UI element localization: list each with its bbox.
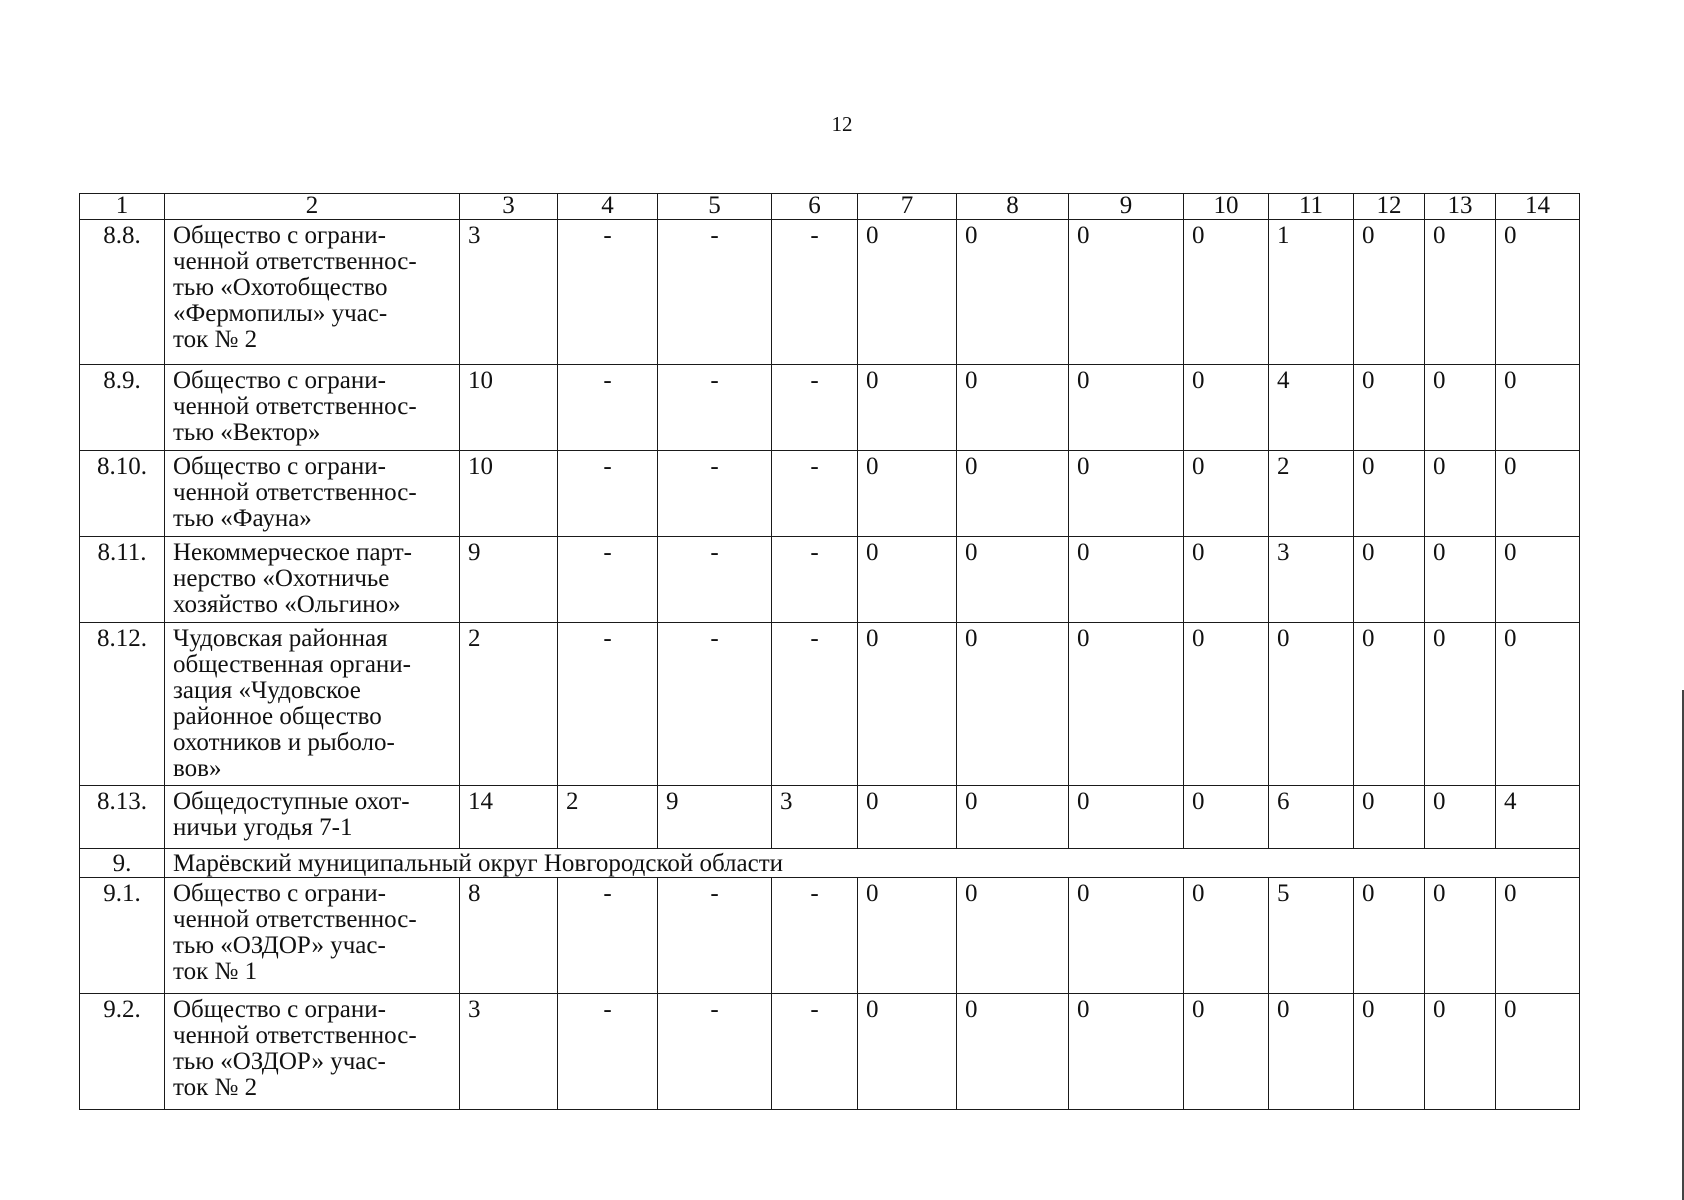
table-cell: 0 (1354, 878, 1425, 994)
table-cell: 0 (858, 220, 957, 365)
table-cell: 0 (858, 786, 957, 849)
organization-name: Общество с ограни- ченной ответственнос- тью «ОЗДОР» учас- ток № 1 (165, 878, 460, 994)
table-cell: - (558, 623, 658, 786)
table-cell: 0 (1069, 786, 1184, 849)
data-table (79, 193, 1580, 1110)
table-cell: 0 (1425, 786, 1496, 849)
table-cell: 0 (1069, 365, 1184, 451)
table-cell: - (558, 537, 658, 623)
table-cell: 0 (1069, 537, 1184, 623)
section-title: Марёвский муниципальный округ Новгородской области (165, 849, 1580, 878)
table-cell: 0 (957, 365, 1069, 451)
row-number: 8.10. (80, 451, 165, 537)
table-cell: 3 (1269, 537, 1354, 623)
table-cell: 0 (1496, 451, 1580, 537)
table-cell: - (658, 451, 772, 537)
table-cell: 0 (1496, 537, 1580, 623)
column-header: 12 (1354, 194, 1425, 220)
table-cell: 3 (460, 220, 558, 365)
table-cell: 0 (1069, 220, 1184, 365)
table-cell: 0 (1425, 220, 1496, 365)
column-header: 11 (1269, 194, 1354, 220)
table-cell: 0 (858, 623, 957, 786)
table-cell: 0 (858, 365, 957, 451)
table-cell: 0 (1425, 537, 1496, 623)
table-cell: 0 (1184, 220, 1269, 365)
table-cell: - (772, 623, 858, 786)
table-cell: 3 (460, 994, 558, 1110)
column-header: 3 (460, 194, 558, 220)
table-cell: 0 (957, 220, 1069, 365)
column-header: 1 (80, 194, 165, 220)
table-cell: - (658, 878, 772, 994)
table-cell: 0 (1496, 623, 1580, 786)
table-cell: 0 (858, 994, 957, 1110)
column-header: 8 (957, 194, 1069, 220)
page-number: 12 (831, 112, 853, 136)
table-cell: 0 (1496, 365, 1580, 451)
table-cell: 0 (1269, 994, 1354, 1110)
table-body (80, 220, 1580, 1110)
table-cell: 1 (1269, 220, 1354, 365)
table-cell: 14 (460, 786, 558, 849)
table-row (80, 878, 1580, 994)
table-cell: 0 (1069, 623, 1184, 786)
table-cell: 0 (1184, 878, 1269, 994)
table-cell: 0 (1354, 537, 1425, 623)
table-cell: 0 (1354, 451, 1425, 537)
column-header: 10 (1184, 194, 1269, 220)
table-cell: 0 (957, 623, 1069, 786)
table-cell: - (772, 365, 858, 451)
table-cell: 0 (858, 451, 957, 537)
table-row (80, 994, 1580, 1110)
table-row (80, 451, 1580, 537)
table-cell: 0 (1354, 994, 1425, 1110)
table-cell: 0 (957, 878, 1069, 994)
table-cell: 10 (460, 451, 558, 537)
table-cell: 0 (1425, 994, 1496, 1110)
table-cell: 0 (1425, 365, 1496, 451)
table-cell: 3 (772, 786, 858, 849)
table-cell: 0 (1425, 451, 1496, 537)
table-cell: - (558, 365, 658, 451)
table-cell: - (772, 537, 858, 623)
organization-name: Некоммерческое парт- нерство «Охотничье хозяйство «Ольгино» (165, 537, 460, 623)
table-cell: 2 (460, 623, 558, 786)
table-cell: 0 (858, 878, 957, 994)
row-number: 8.12. (80, 623, 165, 786)
table-cell: 9 (460, 537, 558, 623)
table-row (80, 365, 1580, 451)
table-cell: 10 (460, 365, 558, 451)
column-header: 4 (558, 194, 658, 220)
table-cell: - (772, 451, 858, 537)
table-cell: 6 (1269, 786, 1354, 849)
table-row (80, 220, 1580, 365)
table-cell: 0 (957, 994, 1069, 1110)
table-cell: 2 (1269, 451, 1354, 537)
organization-name: Общество с ограни- ченной ответственнос- тью «ОЗДОР» учас- ток № 2 (165, 994, 460, 1110)
table-row (80, 786, 1580, 849)
table-cell: - (658, 994, 772, 1110)
row-number: 8.8. (80, 220, 165, 365)
table-cell: - (558, 220, 658, 365)
table-cell: 0 (1184, 451, 1269, 537)
table-row (80, 537, 1580, 623)
table-cell: 0 (1184, 537, 1269, 623)
organization-name: Общество с ограни- ченной ответственнос- тью «Охотобщество «Фермопилы» учас- ток № 2 (165, 220, 460, 365)
table-cell: - (772, 994, 858, 1110)
table-cell: 0 (1269, 623, 1354, 786)
table-cell: 0 (1069, 994, 1184, 1110)
table-cell: - (558, 878, 658, 994)
column-header: 7 (858, 194, 957, 220)
table-header-row (80, 194, 1580, 220)
table-cell: 0 (1354, 623, 1425, 786)
table-cell: 0 (1354, 365, 1425, 451)
table-cell: 0 (1184, 994, 1269, 1110)
table-cell: 2 (558, 786, 658, 849)
table-cell: 9 (658, 786, 772, 849)
table-cell: - (558, 451, 658, 537)
table-cell: - (658, 623, 772, 786)
table-cell: - (772, 878, 858, 994)
row-number: 8.9. (80, 365, 165, 451)
section-row (80, 849, 1580, 878)
row-number: 8.13. (80, 786, 165, 849)
row-number: 9.2. (80, 994, 165, 1110)
table-row (80, 623, 1580, 786)
table-cell: - (658, 365, 772, 451)
table-cell: - (658, 537, 772, 623)
table-cell: 0 (858, 537, 957, 623)
column-header: 13 (1425, 194, 1496, 220)
table-cell: 0 (1496, 220, 1580, 365)
row-number: 8.11. (80, 537, 165, 623)
table-cell: 4 (1269, 365, 1354, 451)
table-cell: 5 (1269, 878, 1354, 994)
table-cell: - (772, 220, 858, 365)
table-cell: - (658, 220, 772, 365)
table-cell: 4 (1496, 786, 1580, 849)
table-cell: 0 (1354, 220, 1425, 365)
organization-name: Общество с ограни- ченной ответственнос- тью «Фауна» (165, 451, 460, 537)
row-number: 9. (80, 849, 165, 878)
table-cell: 8 (460, 878, 558, 994)
column-header: 6 (772, 194, 858, 220)
row-number: 9.1. (80, 878, 165, 994)
column-header: 5 (658, 194, 772, 220)
table-cell: 0 (1425, 623, 1496, 786)
table-cell: 0 (957, 786, 1069, 849)
table-cell: - (558, 994, 658, 1110)
column-header: 14 (1496, 194, 1580, 220)
column-header: 9 (1069, 194, 1184, 220)
table-cell: 0 (1496, 994, 1580, 1110)
organization-name: Чудовская районная общественная органи- зация «Чудовское районное общество охотников и рыболо- вов» (165, 623, 460, 786)
table-cell: 0 (1184, 786, 1269, 849)
organization-name: Общедоступные охот- ничьи угодья 7-1 (165, 786, 460, 849)
table-cell: 0 (1184, 623, 1269, 786)
table-cell: 0 (1069, 451, 1184, 537)
table-cell: 0 (1354, 786, 1425, 849)
organization-name: Общество с ограни- ченной ответственнос- тью «Вектор» (165, 365, 460, 451)
table-cell: 0 (1425, 878, 1496, 994)
column-header: 2 (165, 194, 460, 220)
table-cell: 0 (1069, 878, 1184, 994)
table-cell: 0 (957, 451, 1069, 537)
table-cell: 0 (957, 537, 1069, 623)
table-cell: 0 (1184, 365, 1269, 451)
table-cell: 0 (1496, 878, 1580, 994)
